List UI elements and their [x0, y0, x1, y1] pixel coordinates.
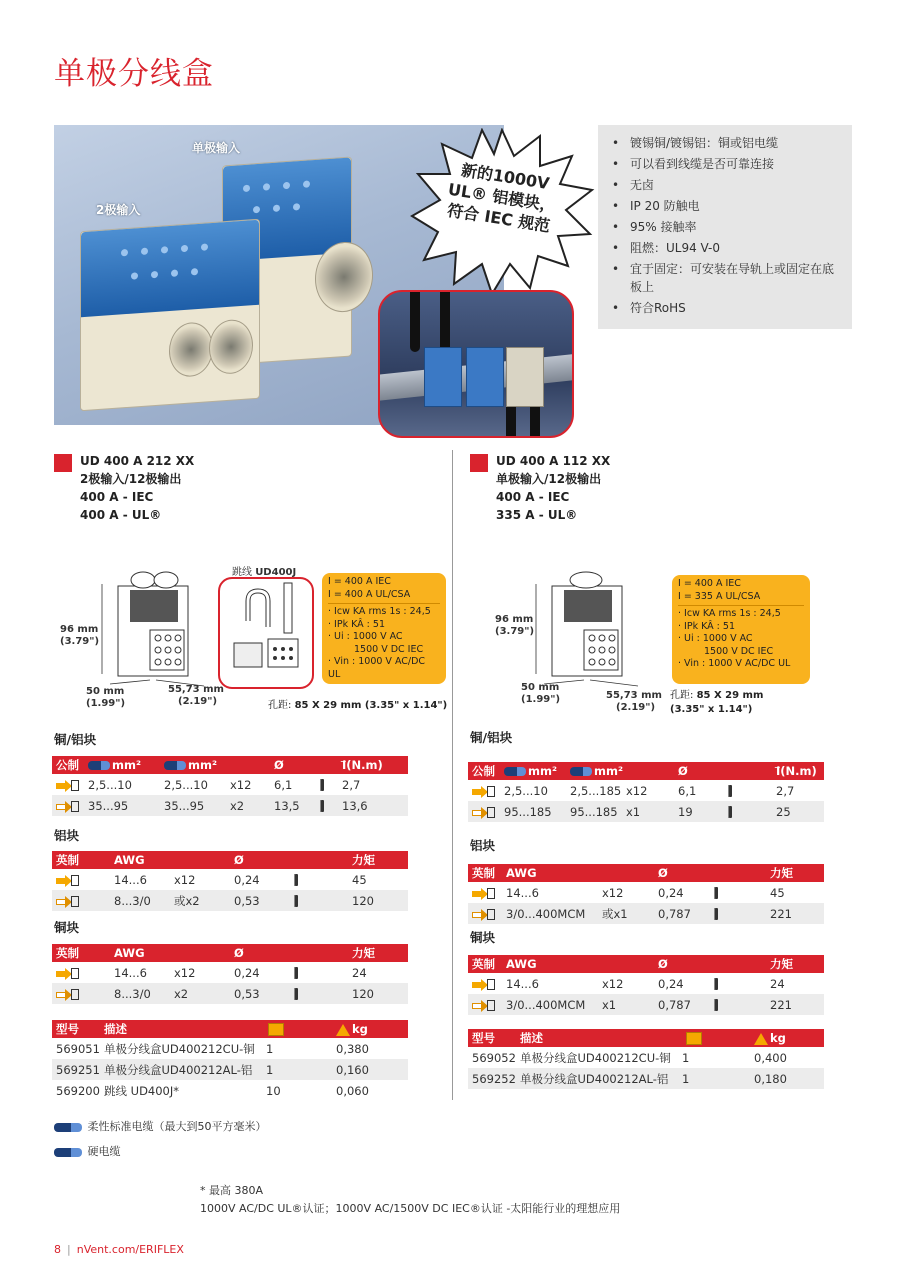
right-al-table: 英制 AWG Ø 力矩 14...6 x12 0,24 45 3/0...400MCM 或x1 0,787 221	[468, 864, 824, 924]
double-pole-block	[80, 219, 260, 412]
page-footer: 8 | nVent.com/ERIFLEX	[54, 1243, 184, 1256]
page-number: 8	[54, 1243, 61, 1256]
left-dimension-drawing	[88, 562, 218, 692]
feature-item: • 阻燃：UL94 V-0	[612, 239, 842, 257]
feature-item: • 符合RoHS	[612, 299, 842, 317]
flexible-cable-icon	[504, 767, 526, 776]
screw-icon	[294, 895, 298, 907]
left-dim-width: 50 mm (1.99")	[86, 686, 126, 709]
right-dimension-drawing	[522, 562, 652, 692]
output-arrow-icon	[56, 989, 78, 1000]
left-dim-depth: 55,73 mm (2.19")	[168, 684, 224, 707]
input-arrow-icon	[472, 888, 494, 899]
right-model-ul: 335 A - UL®	[496, 508, 578, 522]
column-divider	[452, 450, 453, 1100]
feature-item: • 宜于固定：可安装在导轨上或固定在底板上	[612, 260, 842, 296]
input-arrow-icon	[56, 875, 78, 886]
screw-icon	[728, 806, 732, 818]
label-double-input: 2极输入	[96, 203, 141, 217]
left-model-desc: 2极输入/12极输出	[80, 472, 182, 486]
package-icon	[268, 1023, 284, 1036]
right-dim-depth: 55,73 mm (2.19")	[606, 690, 662, 713]
package-icon	[686, 1032, 702, 1045]
new-ul-starburst	[410, 128, 595, 298]
output-arrow-icon	[472, 909, 494, 920]
feature-item: • 95% 接触率	[612, 218, 842, 236]
right-model-iec: 400 A - IEC	[496, 490, 570, 504]
screw-icon	[714, 908, 718, 920]
rigid-cable-icon	[164, 761, 186, 770]
left-model-number: UD 400 A 212 XX	[80, 454, 195, 468]
output-arrow-icon	[56, 896, 78, 907]
feature-list	[598, 125, 852, 329]
footer-website-link[interactable]: nVent.com/ERIFLEX	[76, 1243, 184, 1256]
screw-icon	[294, 874, 298, 886]
jumper-diagram	[218, 577, 314, 689]
footnote-max-current: * 最高 380A	[200, 1184, 264, 1197]
legend-flexible: 柔性标准电缆（最大到50平方毫米）	[54, 1118, 267, 1134]
input-arrow-icon	[472, 979, 494, 990]
right-cu-table: 英制 AWG Ø 力矩 14...6 x12 0,24 24 3/0...400MCM x1 0,787 221	[468, 955, 824, 1015]
left-model-iec: 400 A - IEC	[80, 490, 154, 504]
left-dim-height: 96 mm (3.79")	[60, 624, 100, 647]
flexible-cable-icon	[88, 761, 110, 770]
torque-icon: Ι⃗	[342, 758, 347, 772]
footnote-certification: 1000V AC/DC UL®认证；1000V AC/1500V DC IEC®认证 -太阳能行业的理想应用	[200, 1202, 621, 1215]
input-arrow-icon	[56, 780, 78, 791]
feature-item: • 镀锡铜/镀锡铝：铜或铝电缆	[612, 134, 842, 152]
screw-icon	[320, 800, 324, 812]
right-section-al: 铝块	[470, 838, 496, 853]
left-al-table: 英制 AWG Ø 力矩 14...6 x12 0,24 45 8...3/0 或x2 0,53 120	[52, 851, 408, 911]
weight-icon	[336, 1024, 350, 1036]
din-rail-inset-photo	[378, 290, 574, 438]
flexible-cable-icon	[54, 1123, 82, 1132]
starburst-text: 新的1000V UL® 铝模块，符合 IEC 规范	[445, 160, 558, 236]
left-section-cu-al: 铜/铝块	[54, 732, 97, 747]
left-order-table: 型号 描述 kg 569051 单极分线盒UD400212CU-铜 1 0,380 569251 单极分线盒UD400212AL-铝 1 0,160 569200 跳线 UD400J* 10 0,060	[52, 1020, 408, 1101]
feature-item: • 无卤	[612, 176, 842, 194]
rigid-cable-icon	[570, 767, 592, 776]
screw-icon	[728, 785, 732, 797]
label-single-input: 单极输入	[192, 141, 241, 155]
page-title: 单极分线盒	[54, 56, 214, 92]
screw-icon	[714, 999, 718, 1011]
right-metric-table: 公制 mm² mm² Ø Ι⃗(N.m) 2,5...10 2,5...185 x12 6,1 2,7 95...185 95...185 x1 19 25	[468, 762, 824, 822]
left-model-ul: 400 A - UL®	[80, 508, 162, 522]
screw-icon	[320, 779, 324, 791]
weight-icon	[754, 1033, 768, 1045]
torque-icon: Ι⃗	[776, 764, 781, 778]
left-metric-table: 公制 mm² mm² Ø Ι⃗(N.m) 2,5...10 2,5...10 x12 6,1 2,7 35...95 35...95 x2 13,5 13,6	[52, 756, 408, 816]
right-hole-distance: 孔距: 85 X 29 mm (3.35" x 1.14")	[670, 690, 764, 715]
right-model-desc: 单极输入/12极输出	[496, 472, 602, 486]
left-cu-table: 英制 AWG Ø 力矩 14...6 x12 0,24 24 8...3/0 x2 0,53 120	[52, 944, 408, 1004]
output-arrow-icon	[56, 801, 78, 812]
right-spec-box: I = 400 A IEC I = 335 A UL/CSA · Icw KA rms 1s : 24,5 · IPk KÂ : 51 · Ui : 1000 V AC 1500 V DC IEC · Vin : 1000 V AC/DC UL	[672, 575, 810, 684]
left-hole-distance: 孔距: 85 X 29 mm (3.35" x 1.14")	[268, 700, 448, 711]
output-arrow-icon	[472, 807, 494, 818]
feature-item: • IP 20 防触电	[612, 197, 842, 215]
right-section-cu-al: 铜/铝块	[470, 730, 513, 745]
rigid-cable-icon	[54, 1148, 82, 1157]
screw-icon	[294, 988, 298, 1000]
right-dim-width: 50 mm (1.99")	[521, 682, 561, 705]
jumper-title: 跳线 UD400J	[232, 567, 297, 578]
right-order-table: 型号 描述 kg 569052 单极分线盒UD400212CU-铜 1 0,400 569252 单极分线盒UD400212AL-铝 1 0,180	[468, 1029, 824, 1089]
screw-icon	[714, 978, 718, 990]
feature-item: • 可以看到线缆是否可靠连接	[612, 155, 842, 173]
right-dim-height: 96 mm (3.79")	[495, 614, 535, 637]
output-arrow-icon	[472, 1000, 494, 1011]
input-arrow-icon	[56, 968, 78, 979]
right-section-cu: 铜块	[470, 930, 496, 945]
left-spec-box: I = 400 A IEC I = 400 A UL/CSA · Icw KA rms 1s : 24,5 · IPk KÂ : 51 · Ui : 1000 V AC 1500 V DC IEC · Vin : 1000 V AC/DC UL	[322, 573, 446, 684]
left-section-al: 铝块	[54, 828, 80, 843]
legend-rigid: 硬电缆	[54, 1143, 121, 1159]
screw-icon	[294, 967, 298, 979]
input-arrow-icon	[472, 786, 494, 797]
right-model-number: UD 400 A 112 XX	[496, 454, 611, 468]
screw-icon	[714, 887, 718, 899]
left-section-cu: 铜块	[54, 920, 80, 935]
